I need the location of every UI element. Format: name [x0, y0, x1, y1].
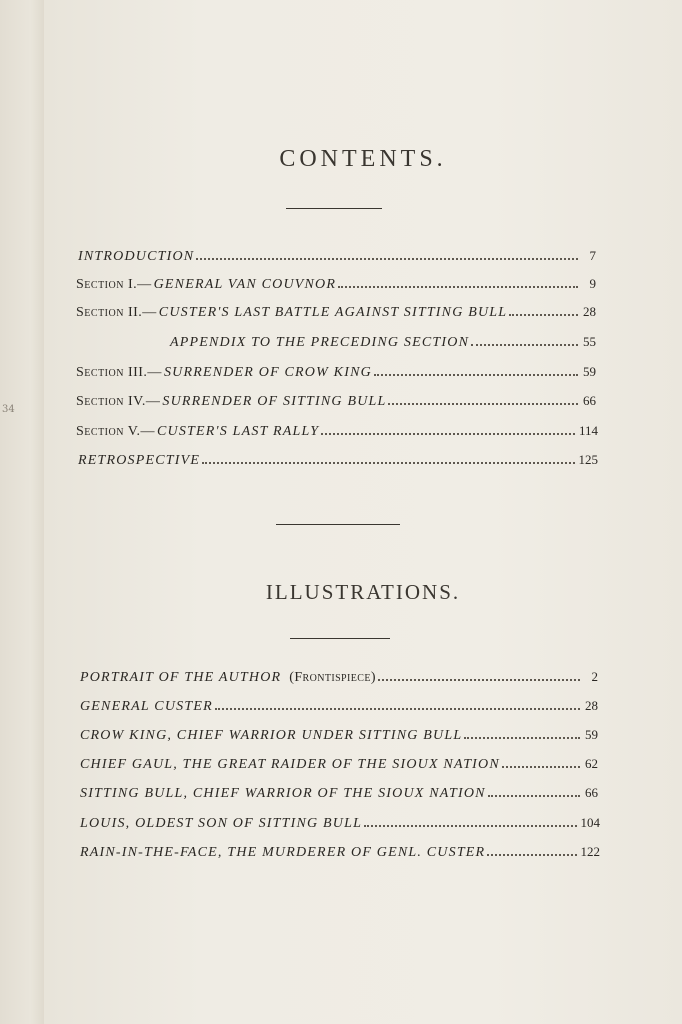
- entry-page-number: 28: [583, 304, 596, 319]
- illustration-entry: [80, 785, 598, 802]
- section-divider-rule: [276, 524, 400, 525]
- illustrations-heading-rule: [290, 638, 390, 639]
- entry-title: LOUIS, OLDEST SON OF SITTING BULL: [80, 816, 363, 831]
- entry-title: SITTING BULL, CHIEF WARRIOR OF THE SIOUX NATION: [80, 786, 486, 801]
- dot-leader: [374, 373, 578, 376]
- entry-page-number: 2: [591, 669, 598, 684]
- dot-leader: [196, 257, 578, 260]
- entry-page-number: 59: [583, 364, 596, 379]
- entry-title: CROW KING, CHIEF WARRIOR UNDER SITTING BULL: [80, 728, 463, 743]
- contents-entry: [76, 276, 596, 293]
- dot-leader: [338, 285, 578, 288]
- illustration-entry: [80, 727, 598, 744]
- entry-title: PORTRAIT OF THE AUTHOR: [80, 670, 282, 685]
- dot-leader: [471, 343, 578, 346]
- entry-prefix: Section IV.—: [76, 394, 161, 409]
- entry-title: SURRENDER OF SITTING BULL: [162, 394, 387, 409]
- entry-page-number: 114: [578, 423, 598, 438]
- entry-page-number: 55: [583, 334, 596, 349]
- entry-title: APPENDIX TO THE PRECEDING SECTION: [170, 335, 470, 350]
- entry-page-number: 9: [589, 276, 596, 291]
- entry-page-number: 28: [585, 698, 598, 713]
- dot-leader: [487, 853, 576, 856]
- dot-leader: [321, 432, 575, 435]
- contents-entry: [76, 304, 596, 321]
- gutter-mark: 34: [2, 404, 15, 415]
- illustration-entry: [80, 698, 598, 715]
- contents-heading: CONTENTS.: [279, 146, 447, 172]
- entry-prefix: Section II.—: [76, 305, 157, 320]
- illustration-entry: [80, 756, 598, 773]
- entry-page-number: 104: [580, 815, 600, 830]
- entry-title: INTRODUCTION: [78, 249, 195, 264]
- dot-leader: [509, 313, 578, 316]
- contents-entry: [76, 452, 598, 469]
- entry-title: GENERAL VAN COUVNOR: [153, 277, 337, 292]
- entry-page-number: 125: [578, 452, 598, 467]
- entry-title: RAIN-IN-THE-FACE, THE MURDERER OF GENL. CUSTER: [80, 845, 486, 860]
- entry-title: CHIEF GAUL, THE GREAT RAIDER OF THE SIOUX NATION: [80, 757, 500, 772]
- entry-page-number: 62: [585, 756, 598, 771]
- dot-leader: [364, 824, 576, 827]
- entry-prefix: Section V.—: [76, 424, 155, 439]
- entry-page-number: 66: [583, 393, 596, 408]
- entry-title: GENERAL CUSTER: [80, 699, 213, 714]
- contents-heading-rule: [286, 208, 382, 209]
- illustration-entry: [80, 669, 598, 686]
- entry-title: CUSTER'S LAST RALLY: [157, 424, 320, 439]
- entry-title: SURRENDER OF CROW KING: [163, 365, 372, 380]
- book-page: [44, 0, 682, 1024]
- entry-page-number: 66: [585, 785, 598, 800]
- dot-leader: [202, 461, 574, 464]
- dot-leader: [388, 402, 578, 405]
- dot-leader: [378, 678, 580, 681]
- contents-entry: [76, 248, 596, 265]
- entry-note: (Frontispiece): [289, 670, 376, 685]
- contents-entry: [76, 423, 598, 440]
- illustrations-heading: ILLUSTRATIONS.: [265, 580, 461, 604]
- entry-page-number: 122: [580, 844, 600, 859]
- dot-leader: [502, 765, 580, 768]
- entry-page-number: 59: [585, 727, 598, 742]
- illustration-entry: [80, 844, 600, 861]
- contents-entry: [76, 393, 596, 410]
- entry-page-number: 7: [589, 248, 596, 263]
- contents-entry: [168, 334, 596, 351]
- dot-leader: [464, 736, 580, 739]
- entry-prefix: Section I.—: [76, 277, 152, 292]
- dot-leader: [488, 794, 580, 797]
- entry-prefix: Section III.—: [76, 365, 162, 380]
- entry-title: RETROSPECTIVE: [78, 453, 201, 468]
- dot-leader: [215, 707, 580, 710]
- contents-entry: [76, 364, 596, 381]
- illustration-entry: [80, 815, 600, 832]
- entry-title: CUSTER'S LAST BATTLE AGAINST SITTING BULL: [158, 305, 508, 320]
- book-gutter: [0, 0, 45, 1024]
